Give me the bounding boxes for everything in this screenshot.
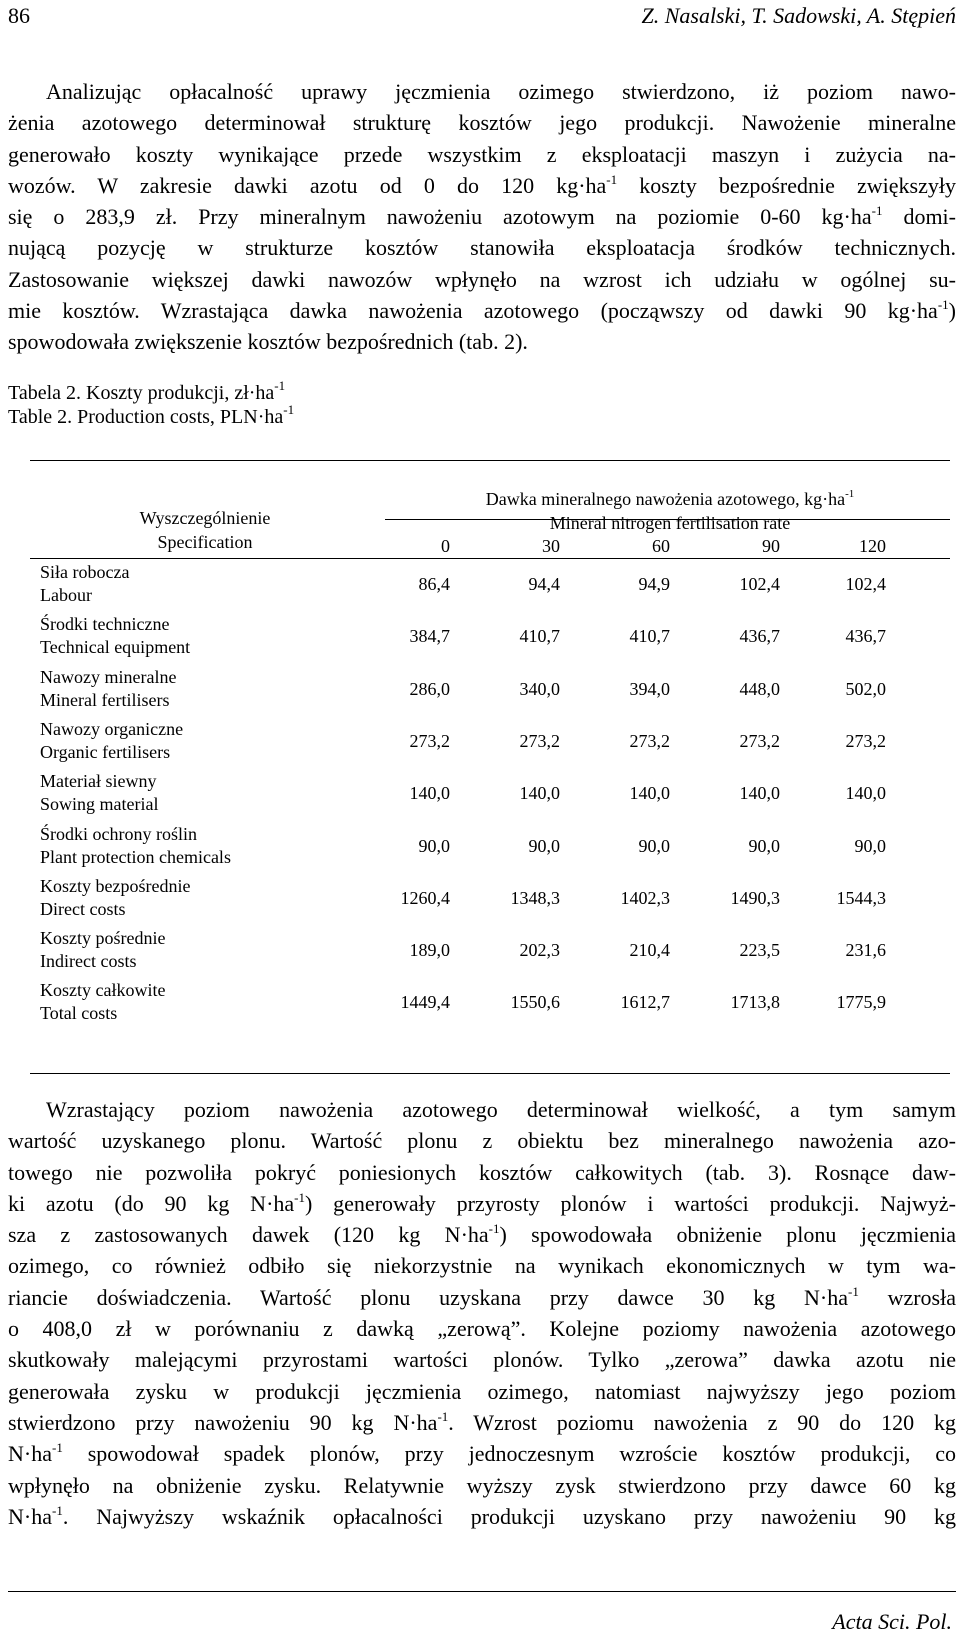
- table-cell: 86,4: [418, 574, 450, 594]
- text-line: towego nie pozwoliła pokryć poniesionych kosztów całkowitych (tab. 3). Rosnące daw-: [8, 1159, 956, 1185]
- row-label-pl: Nawozy organiczne: [40, 718, 184, 739]
- text-line: stwierdzono przy nawożeniu 90 kg $N\cdot ha^{-1}$. Wzrost poziomu nawożenia z 90 do 120 kg: [8, 1408, 956, 1435]
- header-specification: [90, 506, 320, 554]
- dose-level: 0: [441, 536, 450, 556]
- text-line: ozimego, co również odbiło się niekorzystnie na wynikach ekonomicznych w tym wa-: [8, 1253, 956, 1279]
- table-cell: 1612,7: [620, 992, 670, 1013]
- text-line: się o 283,9 zł. Przy mineralnym nawożeniu azotowym na poziomie 0-60 $kg\cdot ha^{-1}$ domi-: [8, 203, 956, 230]
- table-cell: 273,2: [739, 730, 780, 751]
- row-label-pl: Koszty pośrednie: [40, 928, 166, 949]
- text-line: generowała zysku w produkcji jęczmienia ozimego, natomiast najwyższy jego poziom: [8, 1378, 956, 1404]
- text-line: Zastosowanie większej dawki nawozów wpłynęło na wzrost ich udziału w ogólnej su-: [8, 266, 956, 292]
- text-line: spowodowała zwiększenie kosztów bezpośrednich (tab. 2).: [8, 329, 528, 355]
- row-label: [40, 979, 165, 1025]
- table-cell: 223,5: [739, 940, 780, 961]
- row-label-pl: Materiał siewny: [40, 771, 157, 792]
- table-cell: 436,7: [739, 626, 780, 647]
- table-cell: 94,4: [528, 574, 560, 594]
- row-label-en: Plant protection chemicals: [40, 846, 231, 867]
- row-label-pl: Nawozy mineralne: [40, 666, 177, 687]
- table-cell: 140,0: [739, 783, 780, 804]
- table-cell: 1775,9: [836, 992, 886, 1013]
- journal-name: Acta Sci. Pol.: [832, 1609, 952, 1634]
- table-cell: 1348,3: [510, 887, 560, 908]
- text-line: wpłynęło na obniżenie zysku. Relatywnie wyższy zysk stwierdzono przy dawce 60 kg: [8, 1472, 956, 1498]
- table-cell: 502,0: [845, 678, 886, 699]
- table-cell: 1490,3: [730, 887, 780, 908]
- row-label-en: Labour: [40, 585, 92, 605]
- text-line: skutkowały malejącymi przyrostami wartości plonów. Tylko „zerowa” dawka azotu nie: [8, 1347, 956, 1373]
- table-cell: 140,0: [845, 783, 886, 804]
- table-cell: 140,0: [409, 783, 450, 804]
- table-cell: 189,0: [409, 940, 450, 961]
- table-cell: 1449,4: [400, 992, 450, 1013]
- table-cell: 102,4: [845, 574, 886, 594]
- table-caption: [8, 378, 295, 429]
- header-specification-en: Specification: [157, 532, 253, 552]
- row-label: [40, 613, 190, 659]
- table-cell: 94,9: [638, 574, 670, 594]
- row-label-en: Organic fertilisers: [40, 741, 171, 762]
- table-cell: 90,0: [854, 835, 886, 856]
- table-cell: 90,0: [748, 835, 780, 856]
- header-bottom-rule: [30, 558, 950, 559]
- table-cell: 1713,8: [730, 992, 780, 1013]
- table-cell: 1544,3: [836, 887, 886, 908]
- text-line: wozów. W zakresie dawki azotu od 0 do 120 $kg\cdot ha^{-1}$ koszty bezpośrednie zwiększyły: [8, 171, 956, 198]
- table-cell: 273,2: [519, 730, 560, 751]
- text-line: wartość uzyskanego plonu. Wartość plonu z obiektu bez mineralnego nawożenia azo-: [8, 1128, 956, 1154]
- footer-rule: [8, 1591, 956, 1592]
- paragraph-intro: [8, 76, 956, 358]
- text-line: $N\cdot ha^{-1}$. Najwyższy wskaźnik opłacalności produkcji uzyskano przy nawożeniu 90 kg: [8, 1502, 956, 1529]
- header-dose: [390, 487, 950, 535]
- row-label: [40, 875, 190, 921]
- header-dose-rule: [385, 519, 950, 520]
- table-cell: 1550,6: [510, 992, 560, 1013]
- table-caption-en: Table 2. Production costs, $PLN\cdot ha^{-1}$: [8, 402, 295, 428]
- row-label-en: Indirect costs: [40, 951, 137, 972]
- row-label: [40, 666, 176, 712]
- text-line: riancie doświadczenia. Wartość plonu uzyskana przy dawce 30 kg $N\cdot ha^{-1}$ wzrosła: [8, 1283, 956, 1310]
- text-line: Wzrastający poziom nawożenia azotowego determinował wielkość, a tym samym: [46, 1097, 956, 1122]
- text-line: żenia azotowego determinował strukturę kosztów jego produkcji. Nawożenie mineralne: [8, 110, 956, 136]
- table-cell: 90,0: [528, 835, 560, 856]
- table-cell: 1260,4: [400, 887, 450, 908]
- header-dose-pl: Dawka mineralnego nawożenia azotowego, $kg\cdot ha^{-1}$: [485, 488, 855, 509]
- text-line: nującą pozycję w strukturze kosztów stanowiła eksploatacja środków technicznych.: [8, 235, 956, 261]
- table-cell: 273,2: [629, 730, 670, 751]
- table-cell: 90,0: [418, 835, 450, 856]
- table-cell: 448,0: [739, 678, 780, 699]
- table-cell: 231,6: [845, 940, 886, 961]
- text-line: Analizując opłacalność uprawy jęczmienia ozimego stwierdzono, iż poziom nawo-: [46, 79, 956, 104]
- table-cell: 410,7: [519, 626, 560, 647]
- dose-level: 90: [762, 536, 780, 556]
- table-cell: 436,7: [845, 626, 886, 647]
- row-label-pl: Środki ochrony roślin: [40, 823, 197, 844]
- text-line: $N\cdot ha^{-1}$ spowodował spadek plonów, przy jednoczesnym wzroście kosztów produkcji, co: [8, 1440, 956, 1467]
- table-cell: 1402,3: [620, 887, 670, 908]
- header-specification-pl: Wyszczególnienie: [139, 508, 271, 528]
- row-label: [40, 823, 231, 869]
- row-label: [40, 561, 129, 607]
- table-cell: 340,0: [519, 678, 560, 699]
- dose-level: 120: [859, 536, 886, 556]
- table-cell: 90,0: [638, 835, 670, 856]
- table-cell: 384,7: [409, 626, 450, 647]
- table-bottom-rule: [30, 1073, 950, 1074]
- table-cell: 286,0: [409, 678, 450, 699]
- text-line: o 408,0 zł w porównaniu z dawką „zerową”. Kolejne poziomy nawożenia azotowego: [8, 1316, 956, 1342]
- dose-level: 60: [652, 536, 670, 556]
- table-cell: 140,0: [629, 783, 670, 804]
- row-label-en: Technical equipment: [40, 637, 191, 658]
- table-cell: 102,4: [739, 574, 780, 594]
- table-cell: 394,0: [629, 678, 670, 699]
- table-top-rule: [30, 460, 950, 461]
- table-caption-pl: Tabela 2. Koszty produkcji, $zł\cdot ha^{-1}$: [8, 378, 286, 404]
- header-dose-en: Mineral nitrogen fertilisation rate: [549, 513, 791, 533]
- page-header: [8, 2, 956, 38]
- dose-level: 30: [542, 536, 560, 556]
- row-label-en: Mineral fertilisers: [40, 689, 170, 710]
- row-label-pl: Koszty bezpośrednie: [40, 875, 191, 896]
- text-line: ki azotu (do 90 kg $N\cdot ha^{-1}$) generowały przyrosty plonów i wartości produkcji. Najwyż-: [8, 1189, 956, 1216]
- table-cell: 202,3: [519, 940, 560, 961]
- paragraph-analysis: [8, 1094, 956, 1532]
- table-cell: 273,2: [845, 730, 886, 751]
- production-costs-table: [30, 460, 950, 1074]
- table-cell: 273,2: [409, 730, 450, 751]
- text-line: generowało koszty wynikające przede wszystkim z eksploatacji maszyn i zużycia na-: [8, 141, 956, 167]
- row-label: [40, 770, 158, 816]
- row-label-en: Total costs: [40, 1003, 118, 1024]
- table-cell: 210,4: [629, 940, 670, 961]
- text-line: sza z zastosowanych dawek (120 kg $N\cdot ha^{-1}$) spowodowała obniżenie plonu jęczmienia: [8, 1221, 956, 1248]
- table-cell: 140,0: [519, 783, 560, 804]
- page-number: 86: [8, 3, 30, 28]
- row-label-pl: Środki techniczne: [40, 614, 170, 635]
- running-header-authors: Z. Nasalski, T. Sadowski, A. Stępień: [641, 3, 956, 28]
- row-label: [40, 927, 165, 973]
- row-label-en: Sowing material: [40, 794, 159, 815]
- row-label-pl: Koszty całkowite: [40, 980, 166, 1001]
- row-label-en: Direct costs: [40, 898, 126, 919]
- row-label: [40, 718, 183, 764]
- text-line: mie kosztów. Wzrastająca dawka nawożenia azotowego (począwszy od dawki 90 $kg\cdot ha^{-1}$): [8, 297, 956, 324]
- table-cell: 410,7: [629, 626, 670, 647]
- row-label-pl: Siła robocza: [40, 562, 130, 582]
